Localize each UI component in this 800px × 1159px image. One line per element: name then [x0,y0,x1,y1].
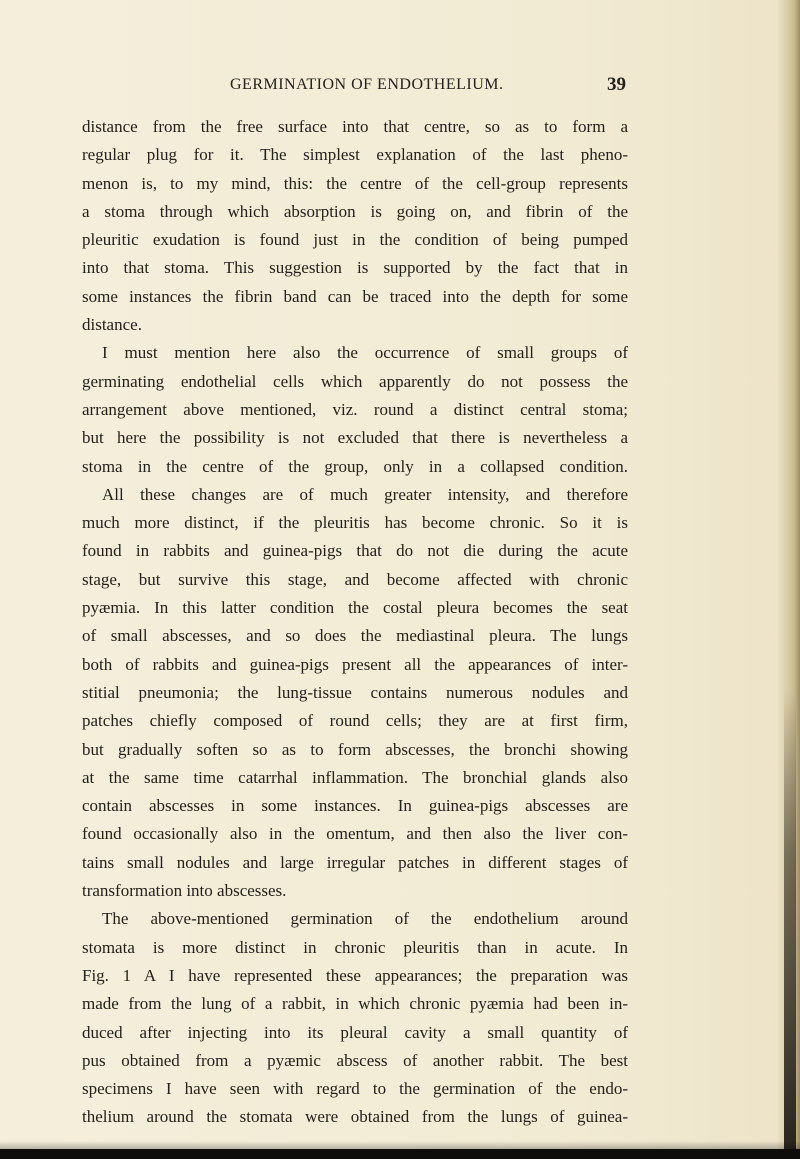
text-line: menon is, to my mind, this: the centre of the cell-group represents [82,173,628,193]
binding-shadow [784,690,796,1159]
text-line: contain abscesses in some instances. In guinea-pigs abscesses are [82,796,628,816]
text-line: duced after injecting into its pleural cavity a small quantity of [82,1022,628,1042]
text-line: The above-mentioned germination of the endothelium around [102,909,628,929]
text-line: both of rabbits and guinea-pigs present all the appearances of inter- [82,654,628,674]
text-line: tains small nodules and large irregular patches in different stages of [82,852,628,872]
text-line: some instances the fibrin band can be traced into the depth for some [82,286,628,306]
text-line: found occasionally also in the omentum, and then also the liver con- [82,824,628,844]
text-line: into that stoma. This suggestion is supported by the fact that in [82,258,628,278]
text-line: distance from the free surface into that centre, so as to form a [82,117,628,136]
text-line: stitial pneumonia; the lung-tissue contains numerous nodules and [82,682,628,702]
text-line: distance. [82,315,142,335]
text-line: All these changes are of much greater intensity, and therefore [102,484,628,504]
text-line: I must mention here also the occurrence of small groups of [102,343,628,363]
text-line: thelium around the stomata were obtained from the lungs of guinea- [82,1107,628,1127]
text-line: regular plug for it. The simplest explanation of the last pheno- [82,145,628,165]
text-line: of small abscesses, and so does the mediastinal pleura. The lungs [82,626,628,646]
text-line: at the same time catarrhal inflammation. The bronchial glands also [82,767,628,787]
scan-bottom-border [0,1149,800,1159]
text-line: pleuritic exudation is found just in the condition of being pumped [82,230,628,250]
text-line: pus obtained from a pyæmic abscess of another rabbit. The best [82,1050,628,1070]
page-number: 39 [607,74,626,95]
text-line: a stoma through which absorption is going on, and fibrin of the [82,201,628,221]
running-title: GERMINATION OF ENDOTHELIUM. [230,76,504,93]
text-line: pyæmia. In this latter condition the costal pleura becomes the seat [82,598,628,618]
text-line: stoma in the centre of the group, only in a collapsed condition. [82,456,628,476]
text-line: specimens I have seen with regard to the germination of the endo- [82,1079,628,1099]
text-line: germinating endothelial cells which apparently do not possess the [82,371,628,391]
text-line: but gradually soften so as to form abscesses, the bronchi showing [82,739,628,759]
text-line: stomata is more distinct in chronic pleuritis than in acute. In [82,937,628,957]
text-line: but here the possibility is not excluded that there is nevertheless a [82,428,628,448]
text-line: stage, but survive this stage, and become affected with chronic [82,569,628,589]
body-text [82,113,628,1132]
text-line: much more distinct, if the pleuritis has become chronic. So it is [82,513,628,533]
text-line: transformation into abscesses. [82,881,287,901]
text-line: made from the lung of a rabbit, in which chronic pyæmia had been in- [82,994,628,1014]
text-line: Fig. 1 A I have represented these appearances; the preparation was [82,965,628,985]
bottom-edge-shadow [0,1141,800,1149]
page-header [80,76,630,100]
text-line: patches chiefly composed of round cells; they are at first firm, [82,711,628,731]
text-line: found in rabbits and guinea-pigs that do not die during the acute [82,541,628,561]
text-line: arrangement above mentioned, viz. round a distinct central stoma; [82,399,628,419]
